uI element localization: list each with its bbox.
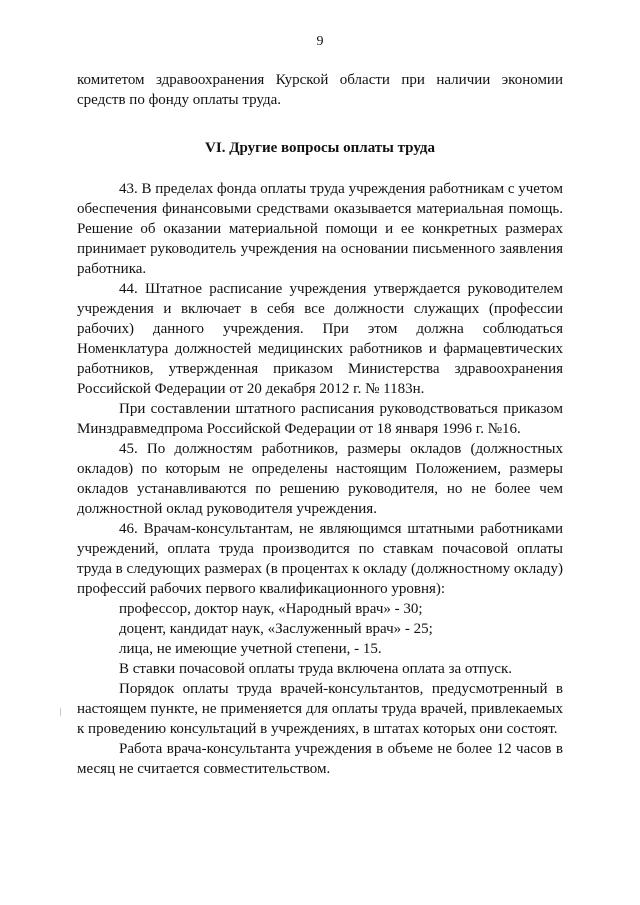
rate-item-no-degree: лица, не имеющие учетной степени, - 15. (119, 641, 382, 657)
paragraph-45: 45. По должностям работников, размеры окладов (должностных окладов) по которым не определены настоящим Положением, размеры окладов устанавливаются по решению руководителя, но не более чем должностной оклад руководителя учреждения. (77, 441, 563, 517)
paragraph-43: 43. В пределах фонда оплаты труда учреждения работникам с учетом обеспечения финансовыми средствами оказывается материальная помощь. Решение об оказании материальной помощи и ее конкретных размерах принимает руководитель учреждения на основании письменного заявления работника. (77, 181, 563, 277)
intro-paragraph: комитетом здравоохранения Курской области при наличии экономии средств по фонду оплаты труда. (77, 72, 563, 108)
paragraph-46-part-time: Работа врача-консультанта учреждения в объеме не более 12 часов в месяц не считается совместительством. (77, 741, 563, 777)
paragraph-44-order: При составлении штатного расписания руководствоваться приказом Минздравмедпрома Российской Федерации от 18 января 1996 г. №16. (77, 401, 563, 437)
document-body (77, 70, 563, 779)
page-number: 9 (316, 34, 324, 49)
rate-item-docent: доцент, кандидат наук, «Заслуженный врач» - 25; (119, 621, 433, 637)
paragraph-46: 46. Врачам-консультантам, не являющимся штатными работниками учреждений, оплата труда производится по ставкам почасовой оплаты труда в следующих размерах (в процентах к окладу (должностному окладу) профессий рабочих первого квалификационного уровня): (77, 521, 563, 597)
rate-item-professor: профессор, доктор наук, «Народный врач» - 30; (119, 601, 423, 617)
paragraph-44: 44. Штатное расписание учреждения утверждается руководителем учреждения и включает в себя все должности служащих (профессии рабочих) данного учреждения. При этом должна соблюдаться Номенклатура должностей медицинских работников и фармацевтических работников, утвержденная приказом Министерства здравоохранения Российской Федерации от 20 декабря 2012 г. № 1183н. (77, 281, 563, 397)
margin-mark (60, 708, 61, 716)
paragraph-46-vacation: В ставки почасовой оплаты труда включена оплата за отпуск. (119, 661, 512, 677)
paragraph-46-procedure: Порядок оплаты труда врачей-консультантов, предусмотренный в настоящем пункте, не применяется для оплаты труда врачей, привлекаемых к проведению консультаций в учреждениях, в штатах которых они состоят. (77, 681, 563, 737)
section-title: VI. Другие вопросы оплаты труда (205, 140, 435, 156)
